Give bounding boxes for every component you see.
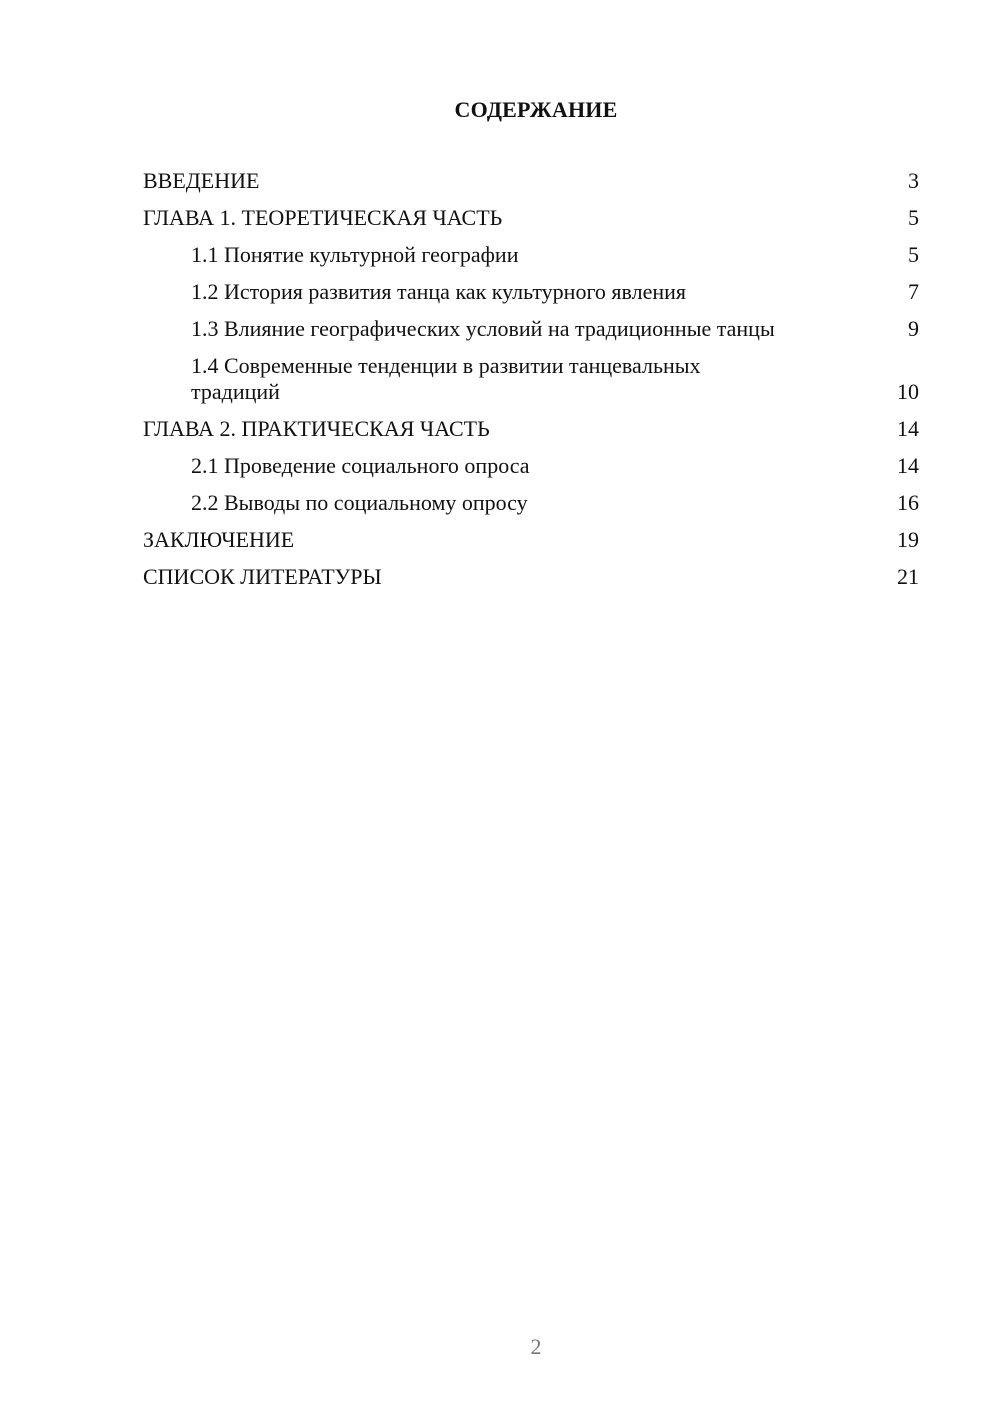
toc-entry-conclusion	[143, 527, 919, 553]
toc-entry-page: 14	[897, 416, 919, 441]
toc-entry-text: ВВЕДЕНИЕ	[143, 168, 260, 193]
toc-entry-text: 1.4 Современные тенденции в развитии танцевальных традиций	[191, 353, 701, 404]
toc-entry-page: 14	[897, 453, 919, 478]
toc-entry-section-1-4	[143, 353, 919, 405]
toc-entry-page: 21	[897, 564, 919, 589]
toc-entry-text: 1.2 История развития танца как культурного явления	[191, 279, 687, 304]
toc-entry-text: 1.3 Влияние географических условий на традиционные танцы	[191, 316, 775, 341]
toc-entry-page: 5	[908, 242, 919, 267]
toc-entry-section-1-2	[143, 279, 919, 305]
toc-entry-introduction	[143, 168, 919, 194]
toc-entry-page: 10	[897, 379, 919, 404]
toc-entry-section-1-1	[143, 242, 919, 268]
toc-entry-page: 7	[908, 279, 919, 304]
toc-title: СОДЕРЖАНИЕ	[454, 97, 618, 122]
toc-entry-references	[143, 564, 919, 590]
toc-entry-page: 16	[897, 490, 919, 515]
toc-entry-page: 5	[908, 205, 919, 230]
toc-entry-chapter-1	[143, 205, 919, 231]
toc-entry-section-2-1	[143, 453, 919, 479]
toc-entry-page: 19	[897, 527, 919, 552]
toc-entry-text: 2.2 Выводы по социальному опросу	[191, 490, 528, 515]
page-number: 2	[530, 1334, 542, 1359]
toc-entry-text: ГЛАВА 2. ПРАКТИЧЕСКАЯ ЧАСТЬ	[143, 416, 490, 441]
toc-entry-chapter-2	[143, 416, 919, 442]
toc-entry-text: 1.1 Понятие культурной географии	[191, 242, 519, 267]
toc-entry-section-2-2	[143, 490, 919, 516]
toc-entry-text: СПИСОК ЛИТЕРАТУРЫ	[143, 564, 382, 589]
toc-entry-text: 2.1 Проведение социального опроса	[191, 453, 530, 478]
toc-entry-text: ЗАКЛЮЧЕНИЕ	[143, 527, 295, 552]
toc-entry-text: ГЛАВА 1. ТЕОРЕТИЧЕСКАЯ ЧАСТЬ	[143, 205, 503, 230]
toc-entry-page: 9	[908, 316, 919, 341]
table-of-contents	[143, 168, 919, 601]
toc-entry-section-1-3	[143, 316, 919, 342]
toc-entry-page: 3	[908, 168, 919, 193]
